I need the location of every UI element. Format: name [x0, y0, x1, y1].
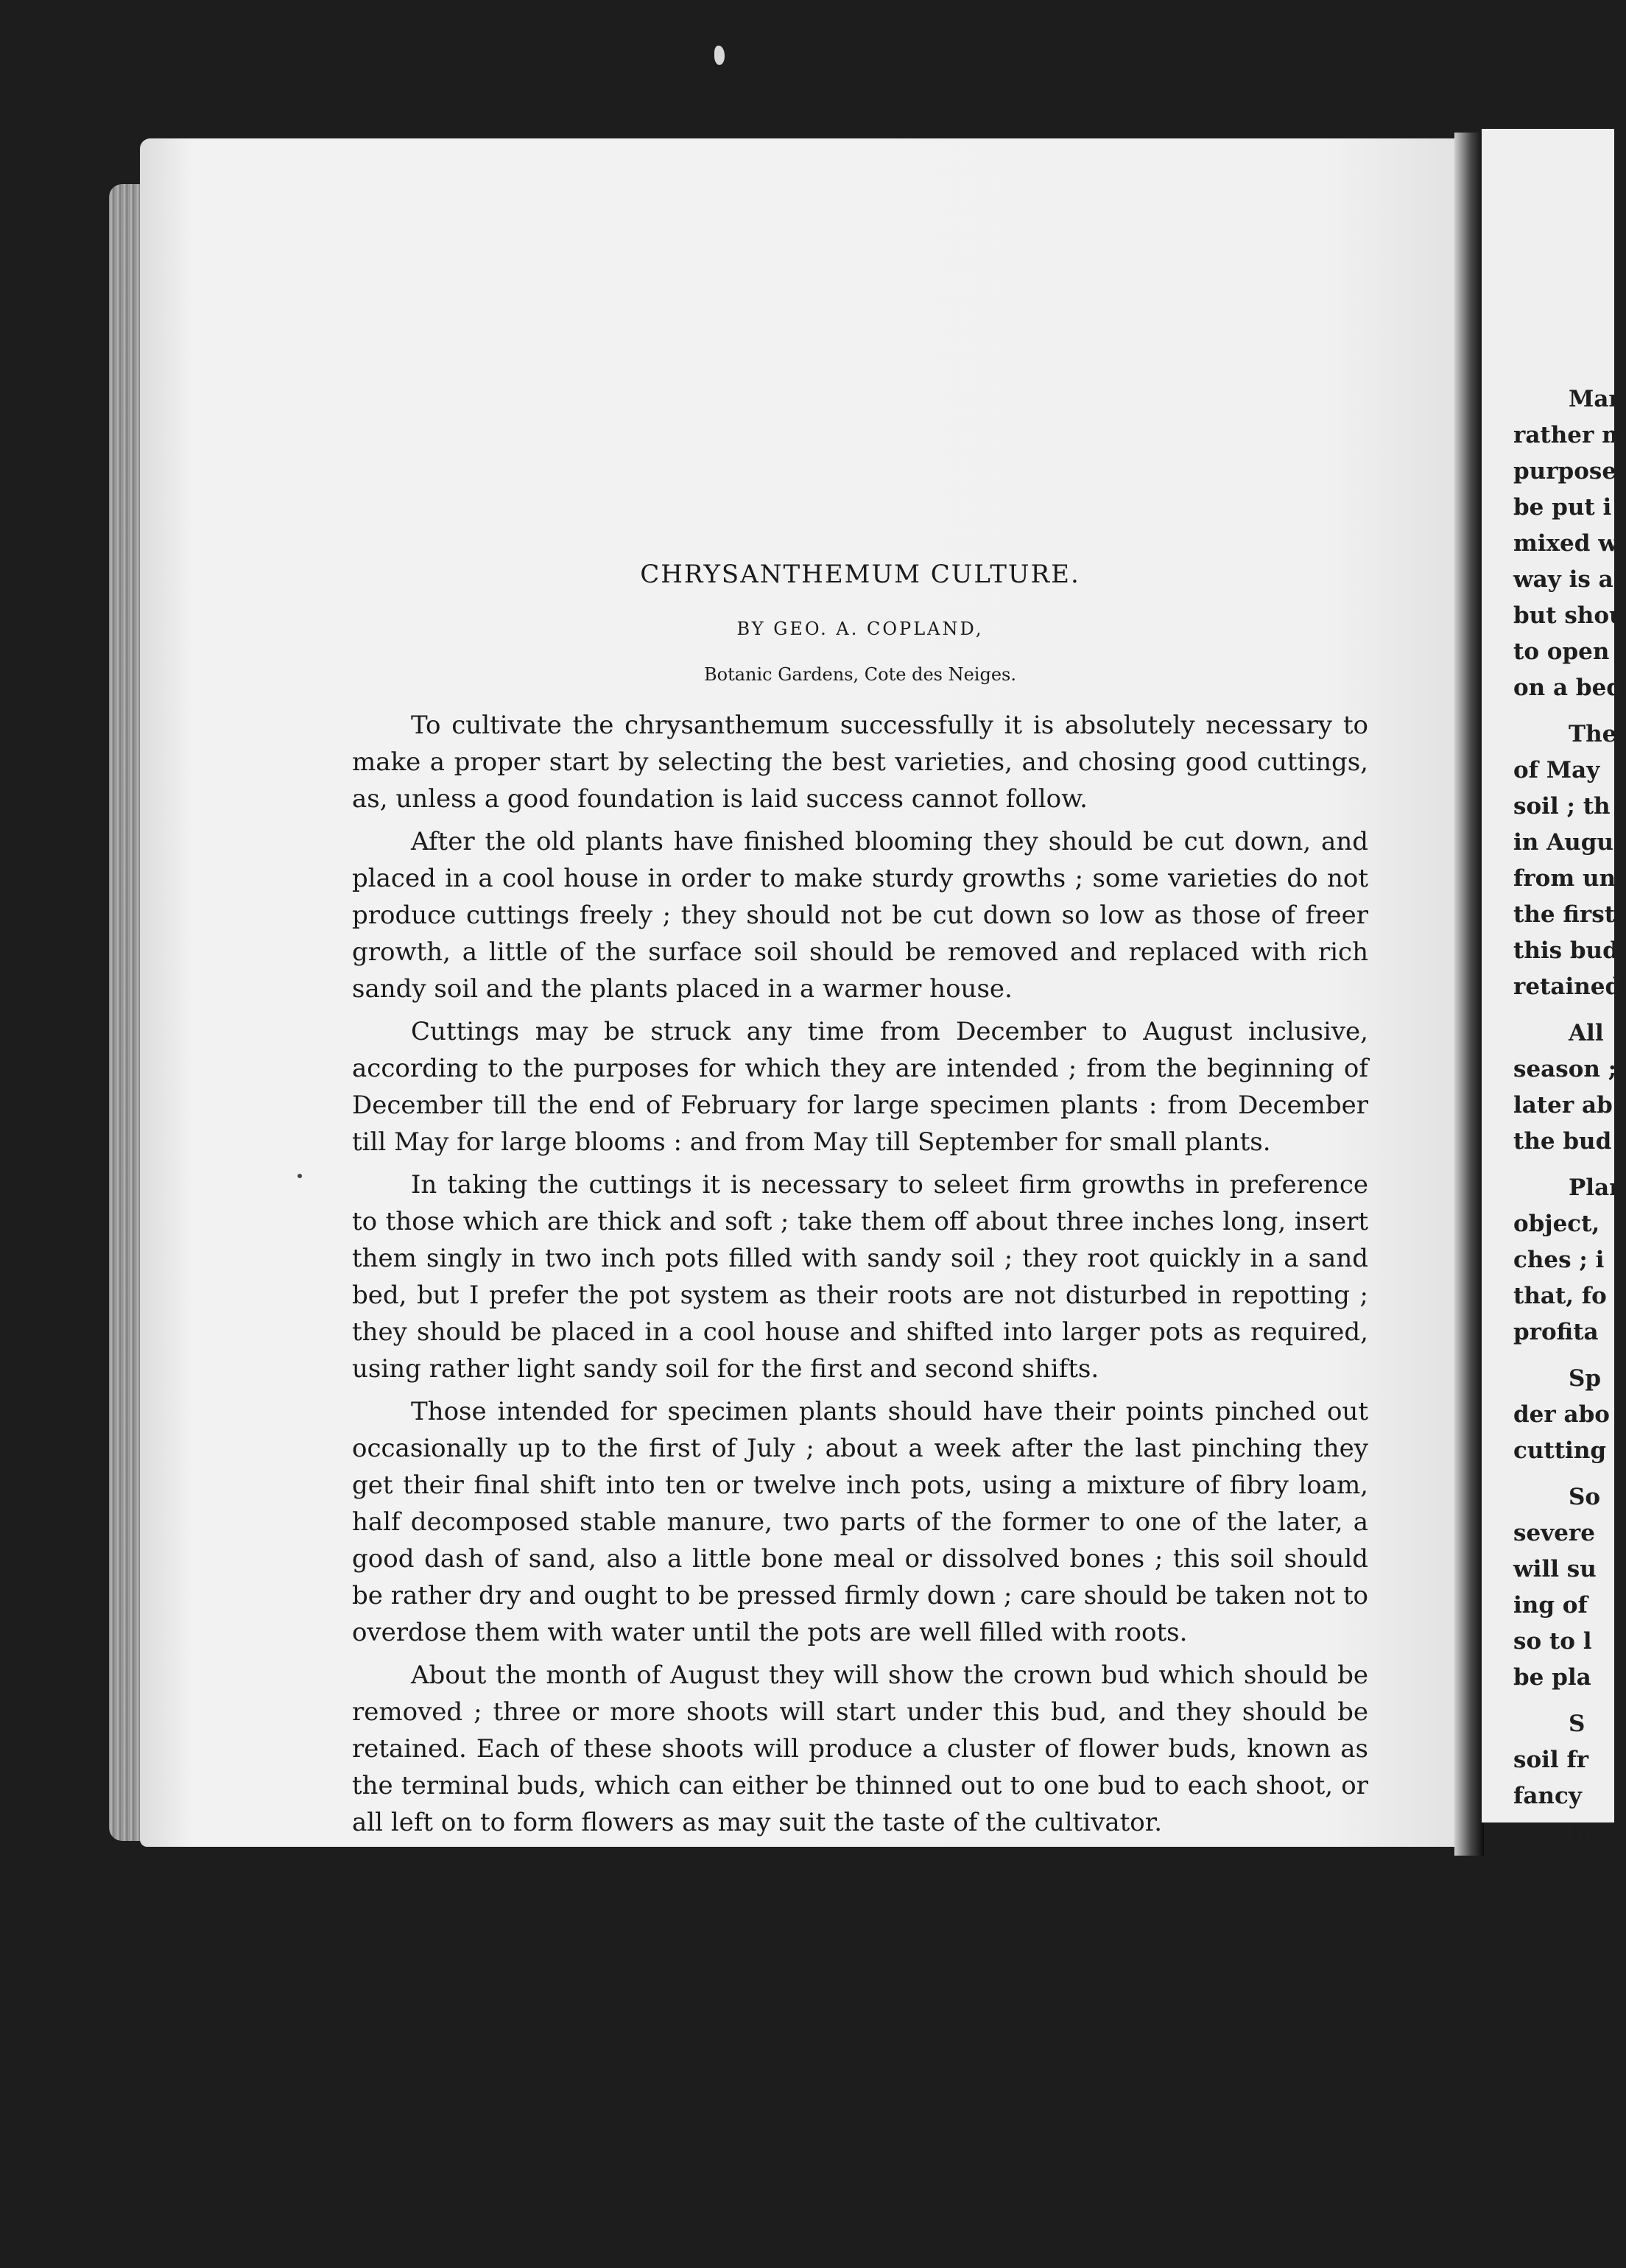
- facing-page-line: be pla: [1513, 1664, 1591, 1691]
- article-byline: BY GEO. A. COPLAND,: [736, 619, 984, 639]
- page-edge: [109, 184, 144, 1841]
- facing-page-line: but shou: [1513, 602, 1626, 629]
- book-gutter: [1454, 133, 1484, 1856]
- facing-page-line: severe: [1513, 1520, 1595, 1546]
- paragraph: Cuttings may be struck any time from December to August inclusive, according to the purposes for which they are intended ; from the beginning of December till the end of February for large specimen plants : from December till May for large blooms : and from May till September for small plants.: [352, 1017, 1368, 1157]
- paragraph: To cultivate the chrysanthemum successfully it is absolutely necessary to make a proper start by selecting the best varieties, and chosing good cuttings, as, unless a good foundation is laid success cannot follow.: [352, 711, 1368, 814]
- facing-page-line: that, fo: [1513, 1283, 1607, 1309]
- facing-page-line: retained: [1513, 973, 1622, 1000]
- facing-page-line: on a bed: [1513, 675, 1622, 701]
- line-gap: [1513, 706, 1616, 716]
- facing-page-line: Plan: [1569, 1174, 1626, 1201]
- paragraph: About the month of August they will show the crown bud which should be removed ; three or more shoots will start under this bud, and they should be retained. Each of these shoots will produce a cluster of flower buds, known as the terminal buds, which can either be thinned out to one bud to each shoot, or all left on to form flowers as may suit the taste of the cultivator.: [352, 1660, 1368, 1837]
- article: [352, 560, 1368, 1847]
- article-affiliation: Botanic Gardens, Cote des Neiges.: [704, 664, 1016, 685]
- line-gap: [1513, 1005, 1616, 1015]
- facing-page-line: Mar: [1569, 386, 1621, 412]
- facing-page-line: will su: [1513, 1556, 1597, 1582]
- facing-page-line: to open: [1513, 638, 1610, 665]
- facing-page-line: der abo: [1513, 1401, 1610, 1428]
- facing-page-line: The: [1569, 721, 1617, 747]
- line-gap: [1513, 1469, 1616, 1479]
- facing-page-line: way is a: [1513, 566, 1613, 593]
- facing-page-line: so to l: [1513, 1628, 1592, 1655]
- facing-page-line: fancy: [1513, 1783, 1582, 1809]
- facing-page-line: profita: [1513, 1319, 1599, 1345]
- facing-page-line: cutting: [1513, 1437, 1607, 1464]
- line-gap: [1513, 1696, 1616, 1706]
- facing-page-line: S: [1569, 1711, 1585, 1737]
- facing-page-line: from un: [1513, 865, 1616, 892]
- facing-page-line: rather m: [1513, 422, 1626, 448]
- paragraph: After the old plants have finished blooming they should be cut down, and placed in a cool house in order to make sturdy growths ; some varieties do not produce cuttings freely ; they should not be cut down so low as those of freer growth, a little of the surface soil should be removed and replaced with rich sandy soil and the plants placed in a warmer house.: [352, 827, 1368, 1004]
- line-gap: [1513, 1160, 1616, 1170]
- facing-page-line: ing of: [1513, 1592, 1588, 1619]
- article-title: CHRYSANTHEMUM CULTURE.: [640, 560, 1080, 589]
- facing-page-line: this bud: [1513, 937, 1619, 964]
- facing-page-line: later ab: [1513, 1092, 1613, 1119]
- facing-page-line: mixed w: [1513, 530, 1618, 557]
- facing-page-line: object,: [1513, 1211, 1600, 1237]
- facing-page-line: Sp: [1569, 1365, 1602, 1392]
- facing-page-line: season ;: [1513, 1056, 1617, 1082]
- ink-dot: [298, 1174, 302, 1178]
- facing-page-line: the first: [1513, 901, 1616, 928]
- paragraph: Those intended for specimen plants should have their points pinched out occasionally up to the first of July ; about a week after the last pinching they get their final shift into ten or twelve inch pots, using a mixture of fibry loam, half decomposed stable manure, two parts of the former to one of the later, a good dash of sand, also a little bone meal or dissolved bones ; this soil should be rather dry and ought to be pressed firmly down ; care should be taken not to overdose them with water until the pots are well filled with roots.: [352, 1397, 1368, 1647]
- facing-page-text: [1513, 381, 1626, 1850]
- facing-page-line: soil fr: [1513, 1747, 1589, 1773]
- scan-speck: [714, 46, 725, 65]
- facing-page-line: All: [1569, 1020, 1604, 1046]
- facing-page-line: in Augu: [1513, 829, 1613, 856]
- facing-page-line: So: [1569, 1484, 1601, 1510]
- facing-page-line: soil ; th: [1513, 793, 1611, 820]
- line-gap: [1513, 1350, 1616, 1361]
- facing-page-line: of May: [1513, 757, 1600, 783]
- facing-page-line: use to: [1513, 1819, 1591, 1845]
- facing-page-line: the bud: [1513, 1128, 1612, 1155]
- facing-page-line: purpose: [1513, 458, 1617, 485]
- facing-page-line: be put i: [1513, 494, 1612, 521]
- facing-page-line: ches ; i: [1513, 1247, 1605, 1273]
- paragraph: In taking the cuttings it is necessary to seleet firm growths in preference to those which are thick and soft ; take them off about three inches long, insert them singly in two inch pots filled with sandy soil ; they root quickly in a sand bed, but I prefer the pot system as their roots are not disturbed in repotting ; they should be placed in a cool house and shifted into larger pots as required, using rather light sandy soil for the first and second shifts.: [352, 1170, 1368, 1384]
